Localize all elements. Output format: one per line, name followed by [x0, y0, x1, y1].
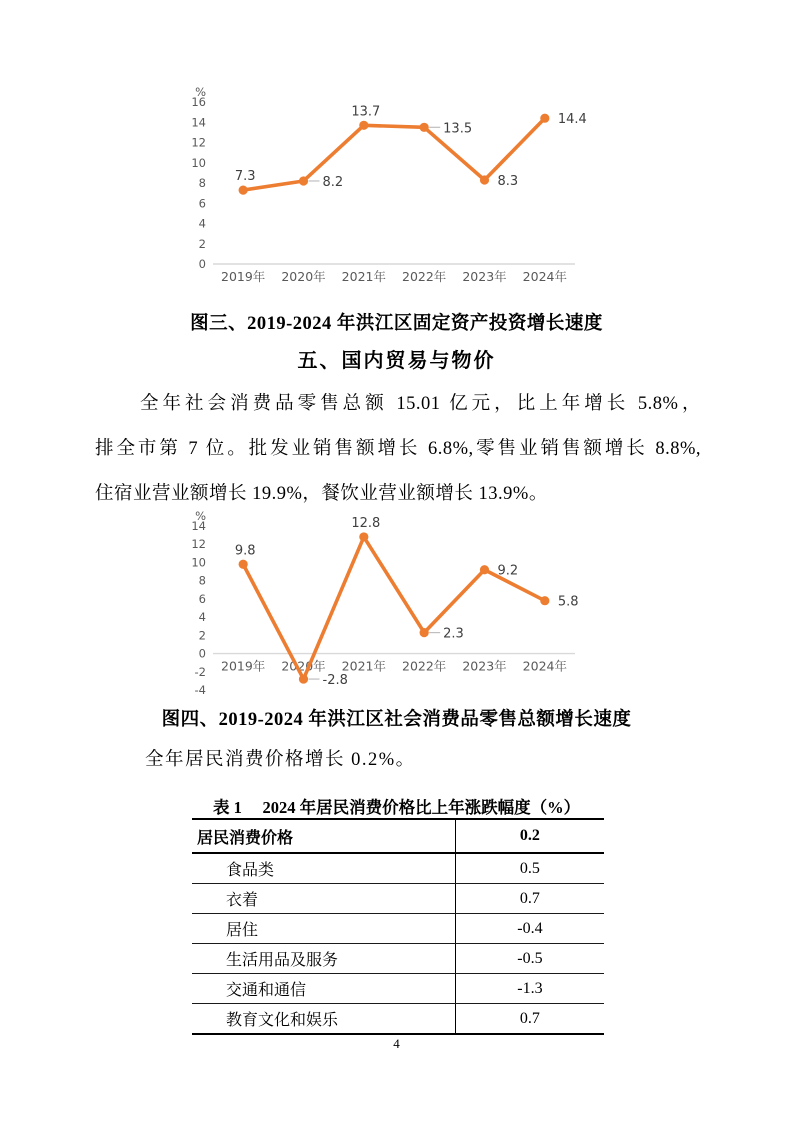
table-cell-value: 0.7 [455, 884, 604, 914]
table-cell-value: -0.4 [455, 914, 604, 944]
x-axis-category-label: 2019年 [221, 269, 266, 284]
data-point-marker [540, 596, 549, 605]
figure3-caption: 图三、2019-2024 年洪江区固定资产投资增长速度 [190, 314, 603, 334]
y-axis-tick-label: -4 [194, 683, 206, 697]
y-axis-tick-label: -2 [194, 664, 206, 679]
data-point-label: 7.3 [234, 169, 256, 185]
data-point-label: 12.8 [351, 515, 381, 531]
table-row [192, 1004, 604, 1035]
data-point-label: 14.4 [557, 112, 587, 128]
table-row [192, 914, 604, 944]
table-header-row [192, 819, 604, 853]
x-axis-category-label: 2022年 [402, 658, 447, 674]
data-point-marker [239, 560, 248, 569]
y-axis-tick-label: 6 [198, 196, 206, 211]
page-number: 4 [393, 1036, 400, 1051]
data-point-marker [299, 674, 308, 683]
y-axis-tick-label: 4 [198, 216, 206, 231]
body-paragraph [95, 382, 701, 517]
x-axis-category-label: 2023年 [462, 658, 507, 674]
y-axis-tick-label: 0 [198, 257, 206, 271]
table-row [192, 853, 604, 884]
table-row [192, 884, 604, 914]
y-axis-tick-label: 16 [191, 95, 206, 109]
x-axis-category-label: 2024年 [522, 658, 567, 674]
y-axis-tick-label: 12 [191, 135, 206, 150]
x-axis-category-label: 2019年 [221, 658, 266, 674]
data-point-marker [420, 628, 429, 637]
table-row [192, 944, 604, 974]
figure4-caption: 图四、2019-2024 年洪江区社会消费品零售总额增长速度 [161, 710, 632, 730]
x-axis-category-label: 2022年 [402, 269, 447, 284]
y-axis-tick-label: 4 [198, 610, 206, 625]
data-point-label: 9.2 [497, 563, 519, 579]
y-axis-tick-label: 2 [198, 236, 206, 251]
data-point-label: -2.8 [322, 673, 348, 689]
data-point-label: 8.2 [322, 174, 344, 190]
y-axis-tick-label: 8 [198, 176, 206, 190]
table-cell-value: 0.7 [455, 1004, 604, 1035]
x-axis-category-label: 2021年 [341, 269, 386, 284]
table-cell-value: -1.3 [455, 974, 604, 1004]
table-cell-category: 衣着 [192, 884, 455, 914]
data-point-label: 2.3 [443, 626, 464, 642]
table-cell-category: 居住 [192, 914, 455, 944]
y-axis-tick-label: 14 [191, 519, 206, 533]
data-point-label: 13.7 [351, 104, 381, 120]
retail-sales-growth-line-chart [184, 510, 614, 706]
x-axis-category-label: 2020年 [281, 658, 326, 674]
fixed-asset-investment-line-chart [184, 86, 614, 298]
data-point-label: 5.8 [557, 594, 579, 610]
data-point-marker [359, 121, 368, 130]
cpi-table [192, 818, 604, 1035]
table-row [192, 974, 604, 1004]
data-point-marker [420, 123, 429, 132]
y-axis-tick-label: 10 [191, 155, 206, 170]
data-point-marker [359, 532, 368, 541]
data-point-label: 13.5 [443, 121, 473, 137]
y-axis-tick-label: 8 [198, 573, 206, 588]
data-point-marker [299, 176, 308, 185]
y-axis-unit-label: % [195, 510, 206, 523]
y-axis-tick-label: 12 [191, 537, 206, 552]
section-heading: 五、国内贸易与物价 [297, 350, 496, 372]
paragraph-line: 住宿业营业额增长 19.9%，餐饮业营业额增长 13.9%。 [95, 484, 548, 504]
table-cell-category: 生活用品及服务 [192, 944, 455, 974]
table-cell-category: 交通和通信 [192, 974, 455, 1004]
x-axis-category-label: 2020年 [281, 269, 326, 284]
x-axis-category-label: 2024年 [522, 269, 567, 284]
data-point-label: 9.8 [234, 543, 256, 559]
paragraph-line: 排全市第 7 位。批发业销售额增长 6.8%,零售业销售额增长 8.8%, [95, 439, 701, 459]
y-axis-unit-label: % [195, 86, 206, 99]
table-cell-value: -0.5 [455, 944, 604, 974]
y-axis-tick-label: 2 [198, 628, 206, 643]
data-point-label: 8.3 [497, 173, 519, 189]
x-axis-category-label: 2021年 [341, 658, 386, 674]
table-cell-category: 教育文化和娱乐 [226, 1012, 339, 1029]
table-cell-category: 食品类 [192, 853, 455, 884]
table-header-label: 居民消费价格 [192, 819, 455, 853]
cpi-sentence: 全年居民消费价格增长 0.2%。 [145, 750, 416, 770]
y-axis-tick-label: 14 [191, 115, 206, 130]
data-point-marker [239, 185, 248, 194]
table-cell-value: 0.5 [455, 853, 604, 884]
y-axis-tick-label: 6 [198, 591, 206, 606]
table-header-value: 0.2 [455, 819, 604, 853]
data-point-marker [480, 175, 489, 184]
paragraph-line: 全年社会消费品零售总额 15.01 亿元，比上年增长 5.8%， [140, 394, 701, 414]
y-axis-tick-label: 0 [198, 646, 206, 661]
x-axis-category-label: 2023年 [462, 269, 507, 284]
table-title: 表 1 2024 年居民消费价格比上年涨跌幅度（%） [212, 798, 581, 817]
data-point-marker [480, 565, 489, 574]
data-point-marker [540, 114, 549, 123]
y-axis-tick-label: 10 [191, 555, 206, 570]
